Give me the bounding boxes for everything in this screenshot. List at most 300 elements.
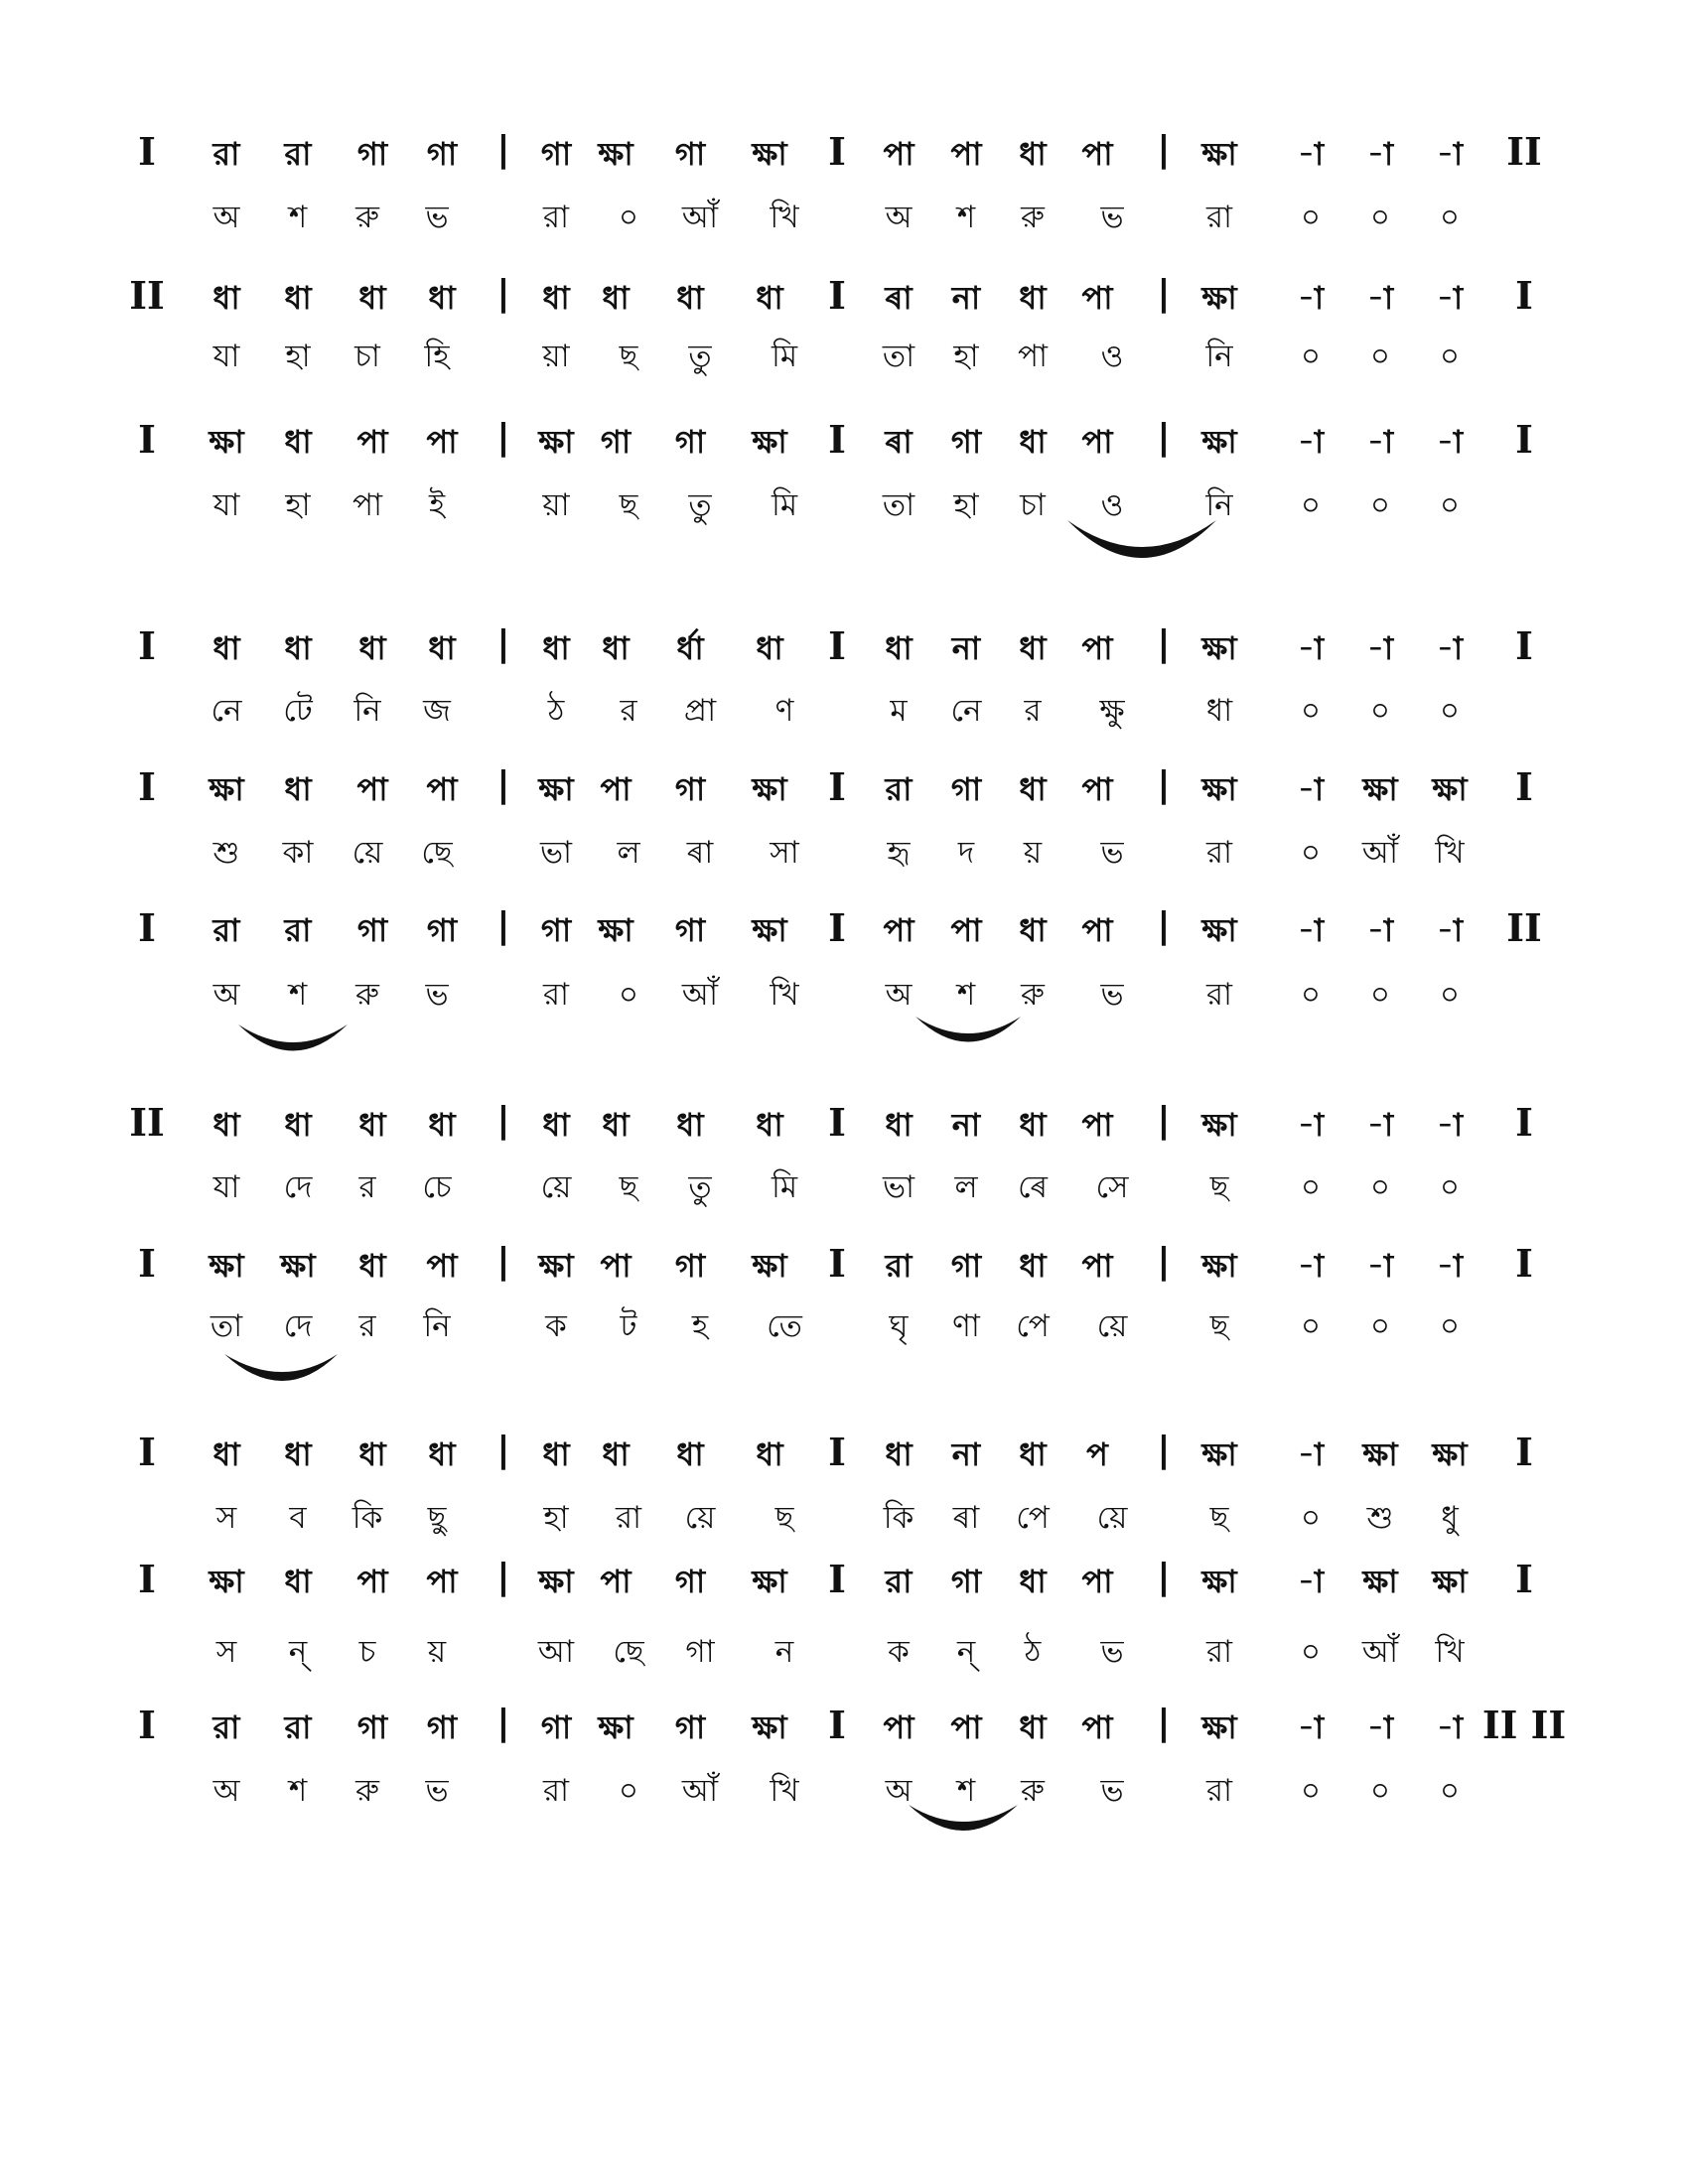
section-mark: I [828, 129, 846, 174]
lyric-syllable: রা [542, 200, 570, 235]
lyric-syllable: ০ [1439, 487, 1461, 523]
swara-note: ধা [756, 1435, 783, 1473]
swara-note: ধা [542, 1435, 570, 1473]
bar-line: | [496, 1703, 510, 1743]
swara-note: পা [600, 770, 632, 808]
swara-note: ধা [1019, 770, 1047, 808]
lyric-syllable: ম [890, 693, 908, 729]
swara-note: পা [600, 1563, 632, 1600]
lyric-syllable: স [215, 1500, 237, 1536]
section-mark: I [1515, 1241, 1533, 1286]
swara-note: ক্ষা [280, 1247, 316, 1285]
lyric-syllable: ও [1100, 339, 1124, 374]
swara-note: গা [674, 911, 706, 949]
swara-note: ক্ষা [752, 423, 787, 461]
section-mark: II II [1481, 1703, 1567, 1747]
swara-note: -া [1297, 770, 1325, 808]
lyric-syllable: ঠ [547, 693, 565, 729]
swara-note: গা [426, 911, 458, 949]
swara-note: -া [1366, 423, 1394, 461]
lyric-syllable: ০ [618, 977, 639, 1013]
swara-note: পা [1081, 423, 1113, 461]
lyric-syllable: শ [956, 977, 976, 1013]
slur-mark [238, 1024, 348, 1051]
bar-line: | [1157, 623, 1171, 664]
section-mark: I [828, 905, 846, 950]
swara-note: ক্ষা [752, 1708, 787, 1746]
lyric-syllable: নে [950, 693, 982, 729]
section-mark: I [138, 905, 156, 950]
lyric-syllable: খি [1435, 835, 1465, 871]
lyric-syllable: হি [424, 339, 450, 374]
lyric-syllable: ০ [618, 1773, 639, 1809]
lyric-syllable: পা [1017, 339, 1049, 374]
swara-note: প [1086, 1435, 1108, 1473]
lyric-syllable: স [215, 1634, 237, 1670]
swara-note: -া [1297, 911, 1325, 949]
bar-line: | [1157, 905, 1171, 946]
lyric-syllable: ছ [1209, 1500, 1229, 1536]
lyric-syllable: ট [620, 1308, 637, 1344]
swara-note: গা [674, 1708, 706, 1746]
swara-note: -া [1366, 1708, 1394, 1746]
lyric-syllable: মি [771, 1169, 798, 1205]
swara-note: গা [950, 1563, 982, 1600]
section-mark: I [828, 764, 846, 809]
swara-note: ধা [212, 1435, 240, 1473]
lyric-syllable: রা [1205, 835, 1233, 871]
swara-note: -া [1366, 1106, 1394, 1144]
lyric-syllable: ল [954, 1169, 978, 1205]
lyric-syllable: ০ [1369, 1773, 1391, 1809]
lyric-syllable: ছে [421, 835, 453, 871]
swara-note: ক্ষা [538, 423, 574, 461]
lyric-syllable: ০ [1369, 339, 1391, 374]
swara-note: -া [1297, 1106, 1325, 1144]
swara-note: ক্ষা [209, 1247, 244, 1285]
lyric-syllable: হা [953, 339, 979, 374]
lyric-syllable: ল [617, 835, 640, 871]
bar-line: | [1157, 417, 1171, 458]
swara-note: ক্ষা [1201, 1435, 1237, 1473]
lyric-syllable: দে [283, 1308, 313, 1344]
section-mark: I [138, 129, 156, 174]
section-mark: I [1515, 764, 1533, 809]
lyric-syllable: ছ [619, 1169, 638, 1205]
swara-note: পা [1081, 1106, 1113, 1144]
bar-line: | [496, 417, 510, 458]
lyric-syllable: রু [355, 1773, 379, 1809]
swara-note: পা [426, 770, 458, 808]
swara-note: ধা [1019, 1247, 1047, 1285]
lyric-syllable: রু [355, 977, 379, 1013]
bar-line: | [496, 1241, 510, 1282]
swara-note: পা [883, 1708, 914, 1746]
swara-note: -া [1297, 1247, 1325, 1285]
lyric-syllable: য়ে [684, 1500, 716, 1536]
lyric-syllable: কি [352, 1500, 383, 1536]
lyric-syllable: ০ [1300, 1308, 1322, 1344]
lyric-syllable: পে [1016, 1308, 1050, 1344]
section-mark: I [1515, 623, 1533, 668]
swara-note: ধা [756, 1106, 783, 1144]
swara-note: ক্ষা [209, 1563, 244, 1600]
lyric-syllable: ও [1100, 487, 1124, 523]
lyric-syllable: চা [1020, 487, 1046, 523]
swara-note: ক্ষা [538, 1247, 574, 1285]
bar-line: | [1157, 1100, 1171, 1141]
lyric-syllable: ন্ [956, 1634, 976, 1670]
swara-note: না [951, 279, 981, 317]
swara-note: ধা [284, 423, 312, 461]
swara-note: -া [1297, 1708, 1325, 1746]
swara-note: ধা [602, 629, 630, 667]
swara-note: -া [1436, 1247, 1464, 1285]
swara-note: ধা [284, 1563, 312, 1600]
lyric-syllable: অ [212, 1773, 240, 1809]
lyric-syllable: নি [1205, 339, 1233, 374]
swara-note: ধা [885, 629, 913, 667]
swara-note: ধা [1019, 423, 1047, 461]
swara-note: ক্ষা [752, 1247, 787, 1285]
section-mark: II [129, 273, 165, 318]
lyric-syllable: ৰা [686, 835, 714, 871]
lyric-syllable: তা [210, 1308, 243, 1344]
lyric-syllable: তা [882, 487, 915, 523]
section-mark: I [828, 1703, 846, 1747]
lyric-syllable: ক [545, 1308, 567, 1344]
lyric-syllable: তা [882, 339, 915, 374]
lyric-syllable: কি [883, 1500, 914, 1536]
lyric-syllable: ভা [882, 1169, 915, 1205]
lyric-syllable: ছ [619, 339, 638, 374]
lyric-syllable: জ [423, 693, 451, 729]
slur-mark [224, 1354, 338, 1381]
swara-note: ৰ্ধা [676, 629, 704, 667]
lyric-syllable: চা [354, 339, 380, 374]
lyric-syllable: য় [1023, 835, 1043, 871]
section-mark: I [1515, 1557, 1533, 1601]
lyric-syllable: রু [1021, 977, 1045, 1013]
swara-note: ক্ষা [1201, 1106, 1237, 1144]
bar-line: | [1157, 273, 1171, 314]
lyric-syllable: আঁ [681, 977, 719, 1013]
swara-note: ক্ষা [1201, 423, 1237, 461]
swara-note: গা [356, 135, 388, 173]
lyric-syllable: ঠ [1024, 1634, 1042, 1670]
lyric-syllable: অ [885, 1773, 913, 1809]
swara-note: ক্ষা [1432, 1435, 1468, 1473]
swara-note: -া [1297, 423, 1325, 461]
lyric-syllable: যা [212, 1169, 240, 1205]
section-mark: I [138, 417, 156, 462]
section-mark: I [138, 1430, 156, 1474]
swara-note: রা [885, 1563, 913, 1600]
lyric-syllable: ভ [1100, 835, 1124, 871]
lyric-syllable: ০ [1369, 1308, 1391, 1344]
swara-note: গা [426, 135, 458, 173]
section-mark: I [1515, 417, 1533, 462]
lyric-syllable: ০ [1300, 339, 1322, 374]
lyric-syllable: দ [957, 835, 975, 871]
swara-note: ধা [1019, 1708, 1047, 1746]
swara-note: পা [1081, 911, 1113, 949]
swara-note: ক্ষা [598, 911, 633, 949]
swara-note: পা [426, 423, 458, 461]
swara-note: গা [540, 1708, 572, 1746]
swara-note: গা [674, 1563, 706, 1600]
lyric-syllable: খি [770, 977, 799, 1013]
swara-note: গা [950, 1247, 982, 1285]
section-mark: I [828, 1100, 846, 1145]
lyric-syllable: শ [288, 977, 308, 1013]
swara-note: রা [212, 911, 240, 949]
swara-note: ধা [284, 279, 312, 317]
swara-note: পা [1081, 1563, 1113, 1600]
lyric-syllable: য়ে [352, 835, 383, 871]
swara-note: ক্ষা [1201, 770, 1237, 808]
swara-note: ধা [428, 629, 456, 667]
lyric-syllable: চ [358, 1634, 376, 1670]
swara-note: ধা [1019, 1563, 1047, 1600]
swara-note: ক্ষা [1362, 1435, 1398, 1473]
swara-note: রা [284, 135, 312, 173]
swara-note: ধা [428, 279, 456, 317]
swara-note: -া [1297, 1563, 1325, 1600]
lyric-syllable: র [358, 1308, 376, 1344]
swara-note: ধা [358, 279, 386, 317]
swara-note: ধা [358, 1106, 386, 1144]
swara-note: -া [1366, 1247, 1394, 1285]
swara-note: ধা [1019, 911, 1047, 949]
swara-note: -া [1436, 911, 1464, 949]
swara-note: ধা [358, 1435, 386, 1473]
lyric-syllable: আঁ [681, 1773, 719, 1809]
swara-note: ক্ষা [1201, 1708, 1237, 1746]
lyric-syllable: ০ [1369, 1169, 1391, 1205]
lyric-syllable: য়া [542, 339, 570, 374]
swara-note: ধা [212, 279, 240, 317]
bar-line: | [1157, 1557, 1171, 1597]
swara-note: ধা [358, 629, 386, 667]
swara-note: পা [356, 770, 388, 808]
swara-note: ধা [756, 279, 783, 317]
lyric-syllable: ০ [1300, 835, 1322, 871]
lyric-syllable: ভ [1100, 977, 1124, 1013]
swara-note: ধা [885, 1435, 913, 1473]
section-mark: II [1506, 905, 1542, 950]
swara-note: পা [950, 911, 982, 949]
lyric-syllable: পা [352, 487, 383, 523]
swara-note: ক্ষা [1201, 279, 1237, 317]
lyric-syllable: র [620, 693, 637, 729]
lyric-syllable: অ [212, 977, 240, 1013]
swara-note: ধা [284, 1106, 312, 1144]
swara-note: ক্ষা [752, 1563, 787, 1600]
lyric-syllable: রু [1021, 1773, 1045, 1809]
lyric-syllable: মি [771, 487, 798, 523]
swara-note: ক্ষা [752, 135, 787, 173]
swara-note: -া [1366, 279, 1394, 317]
swara-note: ক্ষা [1201, 1563, 1237, 1600]
lyric-syllable: ০ [1439, 339, 1461, 374]
lyric-syllable: শ [288, 1773, 308, 1809]
lyric-syllable: কা [282, 835, 314, 871]
swara-note: -া [1297, 629, 1325, 667]
lyric-syllable: রা [1205, 1634, 1233, 1670]
section-mark: I [138, 623, 156, 668]
lyric-syllable: র [358, 1169, 376, 1205]
lyric-syllable: ০ [1439, 1308, 1461, 1344]
swara-note: -া [1366, 911, 1394, 949]
swara-note: গা [540, 911, 572, 949]
lyric-syllable: য়ে [1096, 1500, 1128, 1536]
lyric-syllable: সা [770, 835, 799, 871]
lyric-syllable: রু [355, 200, 379, 235]
lyric-syllable: তে [767, 1308, 802, 1344]
swara-note: -া [1436, 1708, 1464, 1746]
lyric-syllable: ছ [774, 1500, 794, 1536]
lyric-syllable: ছ [619, 487, 638, 523]
lyric-syllable: ন [774, 1634, 794, 1670]
lyric-syllable: হা [285, 339, 311, 374]
lyric-syllable: ০ [1300, 1500, 1322, 1536]
swara-note: পা [426, 1563, 458, 1600]
swara-note: ৰা [885, 423, 913, 461]
swara-note: ধা [212, 1106, 240, 1144]
swara-note: গা [950, 423, 982, 461]
lyric-syllable: শ [956, 1773, 976, 1809]
swara-note: পা [1081, 629, 1113, 667]
swara-note: গা [950, 770, 982, 808]
lyric-syllable: ণা [952, 1308, 980, 1344]
lyric-syllable: খি [770, 1773, 799, 1809]
lyric-syllable: রু [1021, 200, 1045, 235]
swara-note: ধা [358, 1247, 386, 1285]
lyric-syllable: শ [956, 200, 976, 235]
lyric-syllable: রা [1205, 1773, 1233, 1809]
lyric-syllable: ই [428, 487, 446, 523]
lyric-syllable: তু [688, 339, 712, 374]
lyric-syllable: হা [543, 1500, 569, 1536]
swara-note: -া [1436, 423, 1464, 461]
lyric-syllable: ব [289, 1500, 307, 1536]
section-mark: I [828, 623, 846, 668]
lyric-syllable: ০ [1300, 1169, 1322, 1205]
lyric-syllable: নি [1205, 487, 1233, 523]
lyric-syllable: ভ [1100, 200, 1124, 235]
bar-line: | [1157, 1241, 1171, 1282]
lyric-syllable: খি [770, 200, 799, 235]
section-mark: I [1515, 273, 1533, 318]
swara-note: গা [356, 911, 388, 949]
lyric-syllable: সে [1095, 1169, 1129, 1205]
lyric-syllable: য়ে [1096, 1308, 1128, 1344]
lyric-syllable: আঁ [1361, 1634, 1399, 1670]
swara-note: পা [1081, 279, 1113, 317]
lyric-syllable: টে [283, 693, 313, 729]
section-mark: II [129, 1100, 165, 1145]
lyric-syllable: শ [288, 200, 308, 235]
lyric-syllable: ৰে [1017, 1169, 1049, 1205]
lyric-syllable: হা [285, 487, 311, 523]
swara-note: ক্ষা [1201, 629, 1237, 667]
lyric-syllable: র [1024, 693, 1042, 729]
swara-note: ধা [676, 279, 704, 317]
swara-note: ধা [602, 279, 630, 317]
section-mark: I [1515, 1100, 1533, 1145]
bar-line: | [1157, 764, 1171, 805]
swara-note: ধা [428, 1435, 456, 1473]
swara-note: গা [600, 423, 632, 461]
lyric-syllable: ছ [1209, 1308, 1229, 1344]
swara-note: পা [1081, 135, 1113, 173]
lyric-syllable: হা [953, 487, 979, 523]
swara-note: -া [1436, 629, 1464, 667]
lyric-syllable: ছু [427, 1500, 447, 1536]
lyric-syllable: অ [885, 200, 913, 235]
swara-note: গা [540, 135, 572, 173]
swara-note: ধা [1019, 135, 1047, 173]
lyric-syllable: ভ [425, 1773, 449, 1809]
swara-note: না [951, 1435, 981, 1473]
lyric-syllable: ধু [1441, 1500, 1459, 1536]
swara-note: ক্ষা [1201, 135, 1237, 173]
lyric-syllable: ছে [613, 1634, 644, 1670]
swara-note: ক্ষা [1201, 1247, 1237, 1285]
bar-line: | [496, 905, 510, 946]
swara-note: ক্ষা [209, 770, 244, 808]
swara-note: গা [674, 423, 706, 461]
bar-line: | [496, 1557, 510, 1597]
lyric-syllable: যা [212, 339, 240, 374]
swara-note: না [951, 1106, 981, 1144]
swara-note: রা [885, 770, 913, 808]
lyric-syllable: ৰা [952, 1500, 980, 1536]
lyric-syllable: নে [211, 693, 242, 729]
swara-note: গা [426, 1708, 458, 1746]
swara-note: গা [674, 1247, 706, 1285]
lyric-syllable: প্রা [683, 693, 717, 729]
lyric-syllable: তু [688, 487, 712, 523]
swara-note: পা [1081, 1247, 1113, 1285]
lyric-syllable: ঘৃ [889, 1308, 909, 1344]
lyric-syllable: য়ে [540, 1169, 572, 1205]
lyric-syllable: ০ [1439, 1773, 1461, 1809]
lyric-syllable: ০ [1369, 200, 1391, 235]
swara-note: ক্ষা [598, 1708, 633, 1746]
swara-note: পা [356, 423, 388, 461]
lyric-syllable: ক [888, 1634, 910, 1670]
swara-note: ক্ষা [752, 911, 787, 949]
swara-note: -া [1366, 135, 1394, 173]
swara-note: ক্ষা [752, 770, 787, 808]
swara-note: গা [674, 135, 706, 173]
swara-note: গা [356, 1708, 388, 1746]
lyric-syllable: ভ [425, 977, 449, 1013]
lyric-syllable: ০ [1369, 487, 1391, 523]
lyric-syllable: অ [885, 977, 913, 1013]
bar-line: | [496, 764, 510, 805]
swara-note: ধা [756, 629, 783, 667]
swara-note: রা [212, 1708, 240, 1746]
lyric-syllable: ০ [1300, 1773, 1322, 1809]
lyric-syllable: ০ [1300, 487, 1322, 523]
section-mark: I [1515, 1430, 1533, 1474]
swara-note: -া [1436, 279, 1464, 317]
lyric-syllable: নি [423, 1308, 451, 1344]
lyric-syllable: ০ [1300, 1634, 1322, 1670]
